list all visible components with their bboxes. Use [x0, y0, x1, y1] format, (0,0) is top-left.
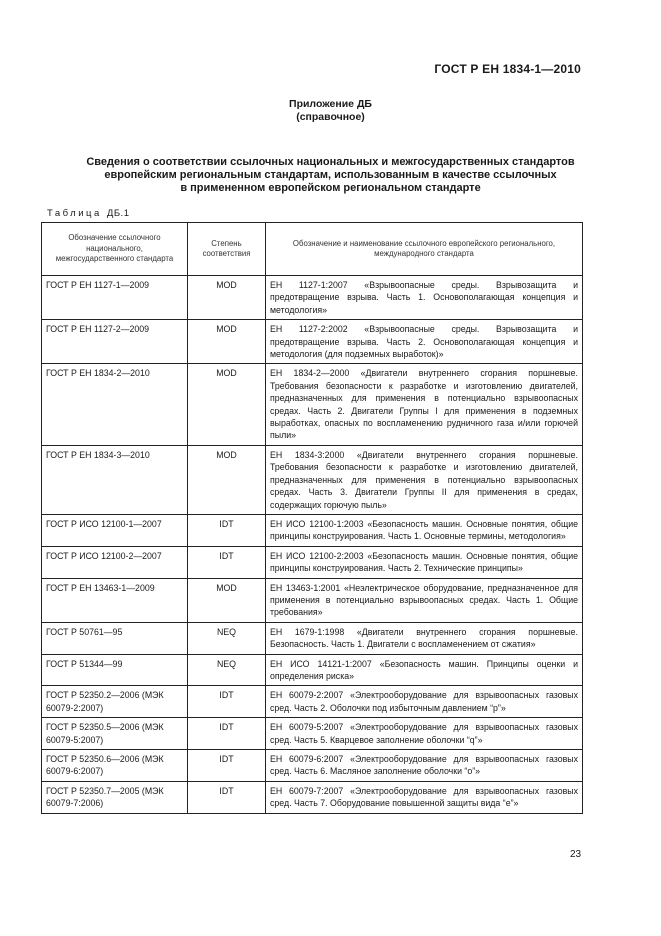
header-degree: Степень соответствия: [188, 223, 266, 276]
degree-cell: IDT: [188, 750, 266, 782]
national-standard-cell: ГОСТ Р ЕН 13463-1—2009: [42, 578, 188, 622]
european-standard-cell: ЕН 60079-5:2007 «Электрооборудование для взрывоопасных газовых сред. Часть 5. Кварцевое заполнение оболочки “q”»: [266, 718, 583, 750]
heading-line: в примененном европейском региональном стандарте: [180, 182, 481, 194]
degree-cell: NEQ: [188, 622, 266, 654]
degree-cell: MOD: [188, 276, 266, 320]
national-standard-cell: ГОСТ Р ЕН 1127-1—2009: [42, 276, 188, 320]
national-standard-cell: ГОСТ Р 52350.7—2005 (МЭК 60079-7:2006): [42, 781, 188, 813]
table-row: [42, 750, 583, 782]
document-code: ГОСТ Р ЕН 1834-1—2010: [434, 62, 581, 76]
european-standard-cell: ЕН 1679-1:1998 «Двигатели внутреннего сгорания поршневые. Безопасность. Часть 1. Двигатели с воспламенением от сжатия»: [266, 622, 583, 654]
header-european-standard: Обозначение и наименование ссылочного европейского регионального, международного стандарта: [266, 223, 583, 276]
national-standard-cell: ГОСТ Р 50761—95: [42, 622, 188, 654]
degree-cell: MOD: [188, 320, 266, 364]
national-standard-cell: ГОСТ Р ЕН 1834-3—2010: [42, 445, 188, 514]
european-standard-cell: ЕН 13463-1:2001 «Неэлектрическое оборудование, предназначенное для применения в потенциально взрывоопасных средах. Часть 1. Общие требования»: [266, 578, 583, 622]
national-standard-cell: ГОСТ Р 52350.6—2006 (МЭК 60079-6:2007): [42, 750, 188, 782]
heading-line: европейским региональным стандартам, использованным в качестве ссылочных: [104, 169, 557, 181]
annex-subtitle: (справочное): [296, 111, 365, 123]
table-row: [42, 276, 583, 320]
european-standard-cell: ЕН 60079-6:2007 «Электрооборудование для взрывоопасных газовых сред. Часть 6. Масляное заполнение оболочки “o”»: [266, 750, 583, 782]
table-row: [42, 686, 583, 718]
european-standard-cell: ЕН ИСО 12100-1:2003 «Безопасность машин. Основные понятия, общие принципы конструирования. Часть 1. Основные термины, методология»: [266, 514, 583, 546]
page-number: 23: [570, 849, 582, 860]
degree-cell: IDT: [188, 686, 266, 718]
degree-cell: MOD: [188, 364, 266, 445]
european-standard-cell: ЕН 1127-2:2002 «Взрывоопасные среды. Взрывозащита и предотвращение взрыва. Часть 2. Основополагающая концепция и методология (для подземных выработок)»: [266, 320, 583, 364]
section-heading: [40, 156, 621, 195]
table-body: [42, 276, 583, 814]
national-standard-cell: ГОСТ Р ИСО 12100-2—2007: [42, 546, 188, 578]
european-standard-cell: ЕН 1834-2—2000 «Двигатели внутреннего сгорания поршневые. Требования безопасности к разработке и изготовлению двигателей, предназначенных для применения в потенциально взрывоопасных средах. Часть 2. Двигатели Группы I для применения в подземных выработках, опасных по воспламенению рудничного газа и/или горючей пыли»: [266, 364, 583, 445]
european-standard-cell: ЕН 1127-1:2007 «Взрывоопасные среды. Взрывозащита и предотвращение взрыва. Часть 1. Основополагающая концепция и методология»: [266, 276, 583, 320]
table-row: [42, 320, 583, 364]
table-row: [42, 364, 583, 445]
heading-line: Сведения о соответствии ссылочных национальных и межгосударственных стандартов: [86, 156, 575, 168]
table-row: [42, 781, 583, 813]
national-standard-cell: ГОСТ Р 52350.5—2006 (МЭК 60079-5:2007): [42, 718, 188, 750]
table-row: [42, 546, 583, 578]
table-header-row: [42, 223, 583, 276]
degree-cell: MOD: [188, 578, 266, 622]
annex-heading: [0, 98, 661, 124]
table-row: [42, 445, 583, 514]
degree-cell: IDT: [188, 514, 266, 546]
table-row: [42, 578, 583, 622]
degree-cell: IDT: [188, 781, 266, 813]
annex-title: Приложение ДБ: [289, 98, 372, 110]
degree-cell: MOD: [188, 445, 266, 514]
table-row: [42, 718, 583, 750]
header-national-standard: Обозначение ссылочного национального, межгосударственного стандарта: [42, 223, 188, 276]
table-row: [42, 654, 583, 686]
reference-table: [41, 222, 583, 814]
table-label-number: ДБ.1: [106, 208, 130, 219]
national-standard-cell: ГОСТ Р ЕН 1834-2—2010: [42, 364, 188, 445]
national-standard-cell: ГОСТ Р 51344—99: [42, 654, 188, 686]
national-standard-cell: ГОСТ Р ЕН 1127-2—2009: [42, 320, 188, 364]
table-row: [42, 514, 583, 546]
table-label-word: Таблица: [47, 208, 102, 219]
european-standard-cell: ЕН ИСО 14121-1:2007 «Безопасность машин. Принципы оценки и определения риска»: [266, 654, 583, 686]
degree-cell: IDT: [188, 546, 266, 578]
table-row: [42, 622, 583, 654]
degree-cell: IDT: [188, 718, 266, 750]
european-standard-cell: ЕН ИСО 12100-2:2003 «Безопасность машин. Основные понятия, общие принципы конструирования. Часть 2. Технические принципы»: [266, 546, 583, 578]
national-standard-cell: ГОСТ Р ИСО 12100-1—2007: [42, 514, 188, 546]
european-standard-cell: ЕН 1834-3:2000 «Двигатели внутреннего сгорания поршневые. Требования безопасности к разработке и изготовлению двигателей, предназначенных для применения в потенциально взрывоопасных средах. Часть 3. Двигатели Группы II для применения в средах, содержащих горючую пыль»: [266, 445, 583, 514]
national-standard-cell: ГОСТ Р 52350.2—2006 (МЭК 60079-2:2007): [42, 686, 188, 718]
table-label: [47, 208, 129, 219]
degree-cell: NEQ: [188, 654, 266, 686]
european-standard-cell: ЕН 60079-2:2007 «Электрооборудование для взрывоопасных газовых сред. Часть 2. Оболочки под избыточным давлением “p”»: [266, 686, 583, 718]
european-standard-cell: ЕН 60079-7:2007 «Электрооборудование для взрывоопасных газовых сред. Часть 7. Оборудование повышенной защиты вида “e”»: [266, 781, 583, 813]
